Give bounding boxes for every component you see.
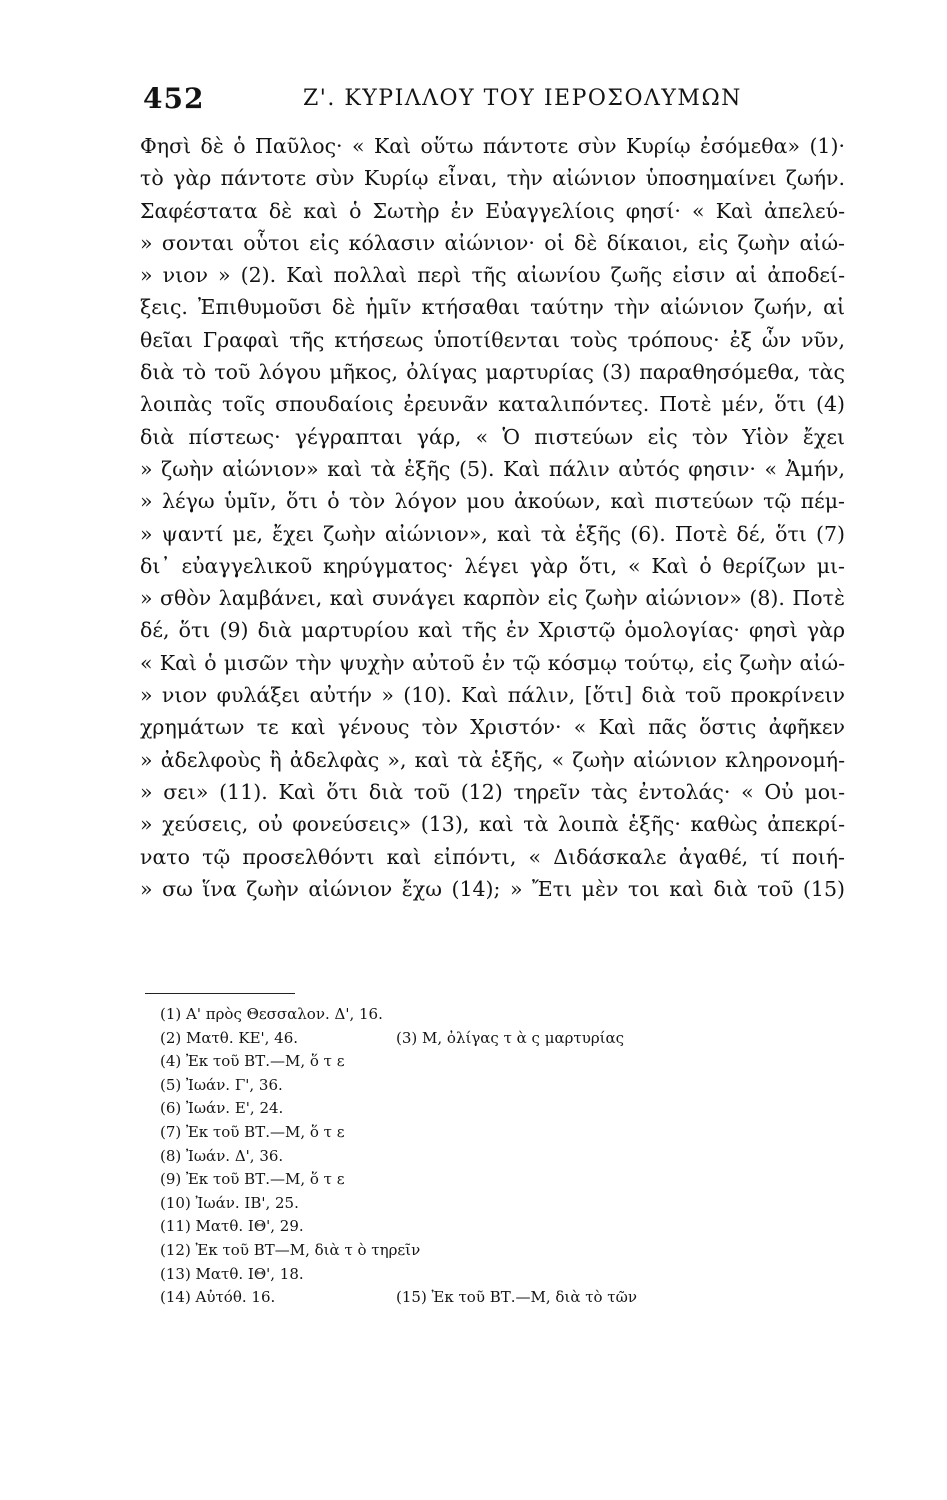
footnote-text: (5) Ἰωάν. Γ', 36.: [160, 1075, 283, 1094]
footnote: [160, 1239, 820, 1263]
text-line: δι᾽ εὐαγγελικοῦ κηρύγματος· λέγει γὰρ ὅτι, « Καὶ ὁ θερίζων μι-: [140, 553, 845, 578]
footnote-text: (10) Ἰωάν. ΙΒ', 25.: [160, 1193, 299, 1212]
text-line: » ἀδελφοὺς ἢ ἀδελφὰς », καὶ τὰ ἑξῆς, « ζωὴν αἰώνιον κληρονομή-: [140, 747, 845, 772]
text-line: δέ, ὅτι (9) διὰ μαρτυρίου καὶ τῆς ἐν Χριστῷ ὁμολογίας· φησὶ γὰρ: [140, 618, 845, 643]
footnote-text: (14) Αὐτόθ. 16.: [160, 1288, 276, 1307]
text-line: » λέγω ὑμῖν, ὅτι ὁ τὸν λόγον μου ἀκούων, καὶ πιστεύων τῷ πέμ-: [140, 489, 845, 514]
page-header: [143, 82, 843, 126]
text-line: » σθὸν λαμβάνει, καὶ συνάγει καρπὸν εἰς ζωὴν αἰώνιον» (8). Ποτὲ: [140, 586, 845, 611]
text-line: τὸ γὰρ πάντοτε σὺν Κυρίῳ εἶναι, τὴν αἰώνιον ὑποσημαίνει ζωήν.: [140, 166, 845, 191]
text-line: » σονται οὗτοι εἰς κόλασιν αἰώνιον· οἱ δὲ δίκαιοι, εἰς ζωὴν αἰώ-: [140, 230, 845, 255]
footnote: [160, 1263, 820, 1287]
text-line: θεῖαι Γραφαὶ τῆς κτήσεως ὑποτίθενται τοὺς τρόπους· ἐξ ὧν νῦν,: [140, 327, 845, 352]
footnote-text: (7) Ἐκ τοῦ ΒΤ.—Μ, ὅ τ ε: [160, 1122, 345, 1141]
text-line: » χεύσεις, οὐ φονεύσεις» (13), καὶ τὰ λοιπὰ ἑξῆς· καθὼς ἀπεκρί-: [140, 812, 845, 837]
footnote-text-secondary: (15) Ἐκ τοῦ ΒΤ.—Μ, διὰ τὸ τῶν: [396, 1288, 637, 1307]
footnote: [160, 1121, 820, 1145]
footnote: [160, 1074, 820, 1098]
text-line: νατο τῷ προσελθόντι καὶ εἰπόντι, « Διδάσκαλε ἀγαθέ, τί ποιή-: [140, 844, 845, 869]
text-line: » νιον » (2). Καὶ πολλαὶ περὶ τῆς αἰωνίου ζωῆς εἰσιν αἱ ἀποδεί-: [140, 263, 845, 288]
footnote-text: (8) Ἰωάν. Δ', 36.: [160, 1146, 284, 1165]
text-line: » σω ἵνα ζωὴν αἰώνιον ἔχω (14); » Ἔτι μὲν τοι καὶ διὰ τοῦ (15): [140, 876, 845, 901]
main-text: [140, 130, 845, 905]
text-line: » νιον φυλάξει αὐτήν » (10). Καὶ πάλιν, [ὅτι] διὰ τοῦ προκρίνειν: [140, 683, 845, 708]
running-head: Ζ'. ΚΥΡΙΛΛΟΥ ΤΟΥ ΙΕΡΟΣΟΛΥΜΩΝ: [303, 86, 742, 111]
footnote: [160, 1168, 820, 1192]
footnotes: [160, 1003, 820, 1310]
footnote-text: (4) Ἐκ τοῦ ΒΤ.—Μ, ὅ τ ε: [160, 1052, 345, 1071]
text-line: Σαφέστατα δὲ καὶ ὁ Σωτὴρ ἐν Εὐαγγελίοις φησί· « Καὶ ἀπελεύ-: [140, 198, 845, 223]
footnote: [160, 1097, 820, 1121]
text-line: διὰ τὸ τοῦ λόγου μῆκος, ὀλίγας μαρτυρίας (3) παραθησόμεθα, τὰς: [140, 360, 845, 385]
text-line: « Καὶ ὁ μισῶν τὴν ψυχὴν αὐτοῦ ἐν τῷ κόσμῳ τούτῳ, εἰς ζωὴν αἰώ-: [140, 650, 845, 675]
page-number: 452: [143, 82, 205, 115]
footnote: [160, 1192, 820, 1216]
footnote-text: (13) Ματθ. ΙΘ', 18.: [160, 1264, 304, 1283]
text-line: ξεις. Ἐπιθυμοῦσι δὲ ἡμῖν κτήσαθαι ταύτην τὴν αἰώνιον ζωήν, αἱ: [140, 295, 845, 320]
text-line: » ψαντί με, ἔχει ζωὴν αἰώνιον», καὶ τὰ ἑξῆς (6). Ποτὲ δέ, ὅτι (7): [140, 521, 845, 546]
footnote-text: (9) Ἐκ τοῦ ΒΤ.—Μ, ὅ τ ε: [160, 1170, 345, 1189]
footnote-rule: [145, 993, 295, 994]
footnote-text: (12) Ἐκ τοῦ ΒΤ—Μ, διὰ τ ὸ τηρεῖν: [160, 1240, 421, 1259]
footnote: [160, 1286, 820, 1310]
footnote-text: (1) Α' πρὸς Θεσσαλον. Δ', 16.: [160, 1005, 383, 1023]
footnote-text: (6) Ἰωάν. Ε', 24.: [160, 1099, 284, 1118]
text-line: διὰ πίστεως· γέγραπται γάρ, « Ὁ πιστεύων εἰς τὸν Υἱὸν ἔχει: [140, 424, 845, 449]
footnote-text-secondary: (3) Μ, ὀλίγας τ ὰ ς μαρτυρίας: [396, 1028, 625, 1047]
text-line: λοιπὰς τοῖς σπουδαίοις ἐρευνᾶν καταλιπόντες. Ποτὲ μέν, ὅτι (4): [140, 392, 845, 417]
footnote: [160, 1027, 820, 1051]
footnote: [160, 1003, 820, 1027]
text-line: χρημάτων τε καὶ γένους τὸν Χριστόν· « Καὶ πᾶς ὅστις ἀφῆκεν: [140, 715, 845, 740]
footnote-text: (2) Ματθ. ΚΕ', 46.: [160, 1028, 299, 1047]
text-line: » ζωὴν αἰώνιον» καὶ τὰ ἑξῆς (5). Καὶ πάλιν αὐτός φησιν· « Ἀμήν,: [140, 456, 845, 481]
footnote-text: (11) Ματθ. ΙΘ', 29.: [160, 1217, 304, 1236]
footnote: [160, 1215, 820, 1239]
text-line: » σει» (11). Καὶ ὅτι διὰ τοῦ (12) τηρεῖν τὰς ἐντολάς· « Οὐ μοι-: [140, 779, 845, 804]
footnote: [160, 1050, 820, 1074]
footnote: [160, 1145, 820, 1169]
text-line: Φησὶ δὲ ὁ Παῦλος· « Καὶ οὕτω πάντοτε σὺν Κυρίῳ ἐσόμεθα» (1)·: [140, 134, 845, 158]
